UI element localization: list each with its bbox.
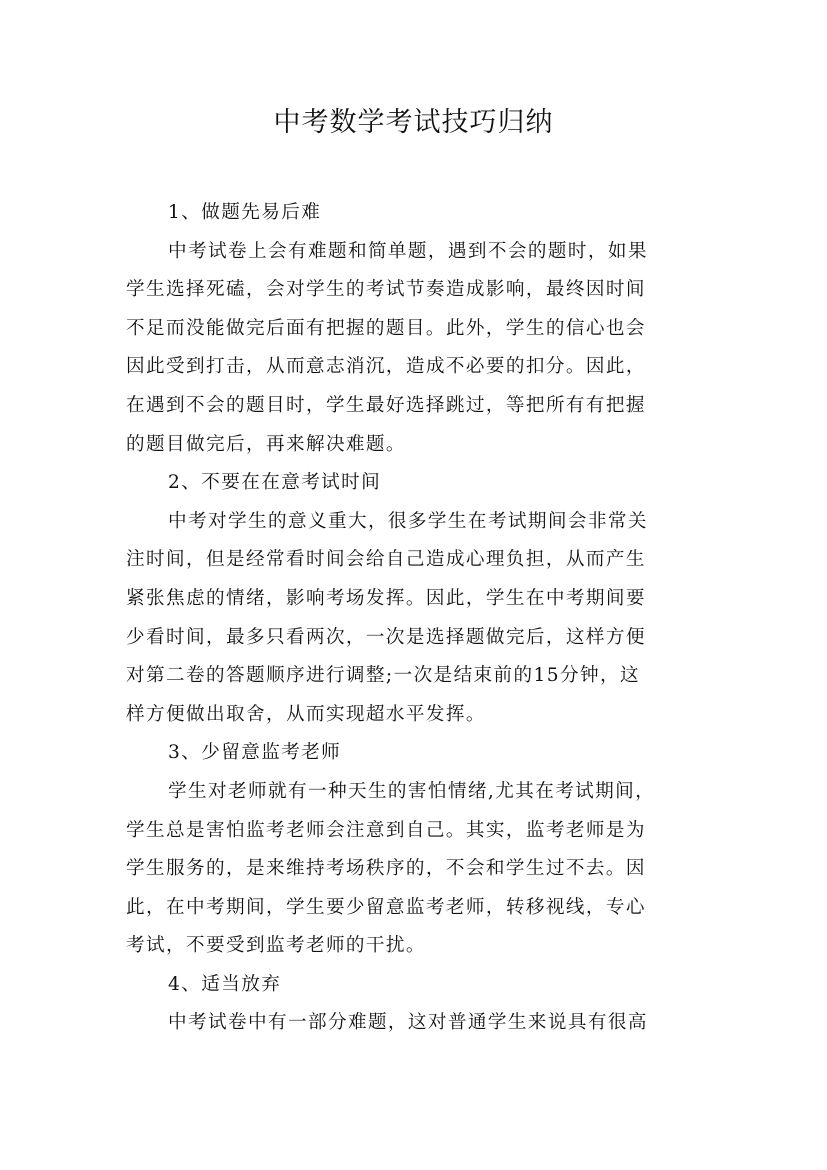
paragraph-line: 对第二卷的答题顺序进行调整;一次是结束前的15分钟，这 [126,665,640,687]
paragraph-line: 注时间，但是经常看时间会给自己造成心理负担，从而产生 [126,549,646,571]
paragraph-line: 中考试卷上会有难题和简单题，遇到不会的题时，如果 [168,240,648,262]
paragraph-line: 的题目做完后，再来解决难题。 [126,433,406,455]
paragraph-line: 此，在中考期间，学生要少留意监考老师，转移视线，专心 [126,896,646,918]
document-body [126,194,710,1043]
section-heading-2: 2、不要在在意考试时间 [168,472,382,494]
section-heading-4: 4、适当放弃 [168,973,282,995]
paragraph-line: 中考对学生的意义重大，很多学生在考试期间会非常关 [168,510,648,532]
paragraph-line: 学生总是害怕监考老师会注意到自己。其实，监考老师是为 [126,819,646,841]
paragraph-line: 紧张焦虑的情绪，影响考场发挥。因此，学生在中考期间要 [126,587,646,609]
section-heading-3: 3、少留意监考老师 [168,742,342,764]
paragraph-line: 在遇到不会的题目时，学生最好选择跳过，等把所有有把握 [126,394,646,416]
paragraph-line: 学生选择死磕，会对学生的考试节奏造成影响，最终因时间 [126,279,646,301]
paragraph-line: 因此受到打击，从而意志消沉，造成不必要的扣分。因此， [126,356,646,378]
paragraph-line: 不足而没能做完后面有把握的题目。此外，学生的信心也会 [126,317,646,339]
paragraph-line: 学生对老师就有一种天生的害怕情绪,尤其在考试期间， [168,780,656,802]
paragraph-line: 样方便做出取舍，从而实现超水平发挥。 [126,703,486,725]
paragraph-line: 考试，不要受到监考老师的干扰。 [126,935,426,957]
paragraph-line: 少看时间，最多只看两次，一次是选择题做完后，这样方便 [126,626,646,648]
document-title: 中考数学考试技巧归纳 [273,107,554,138]
section-heading-1: 1、做题先易后难 [168,202,322,223]
paragraph-line: 学生服务的，是来维持考场秩序的，不会和学生过不去。因 [126,858,646,880]
paragraph-line: 中考试卷中有一部分难题，这对普通学生来说具有很高 [168,1012,648,1034]
